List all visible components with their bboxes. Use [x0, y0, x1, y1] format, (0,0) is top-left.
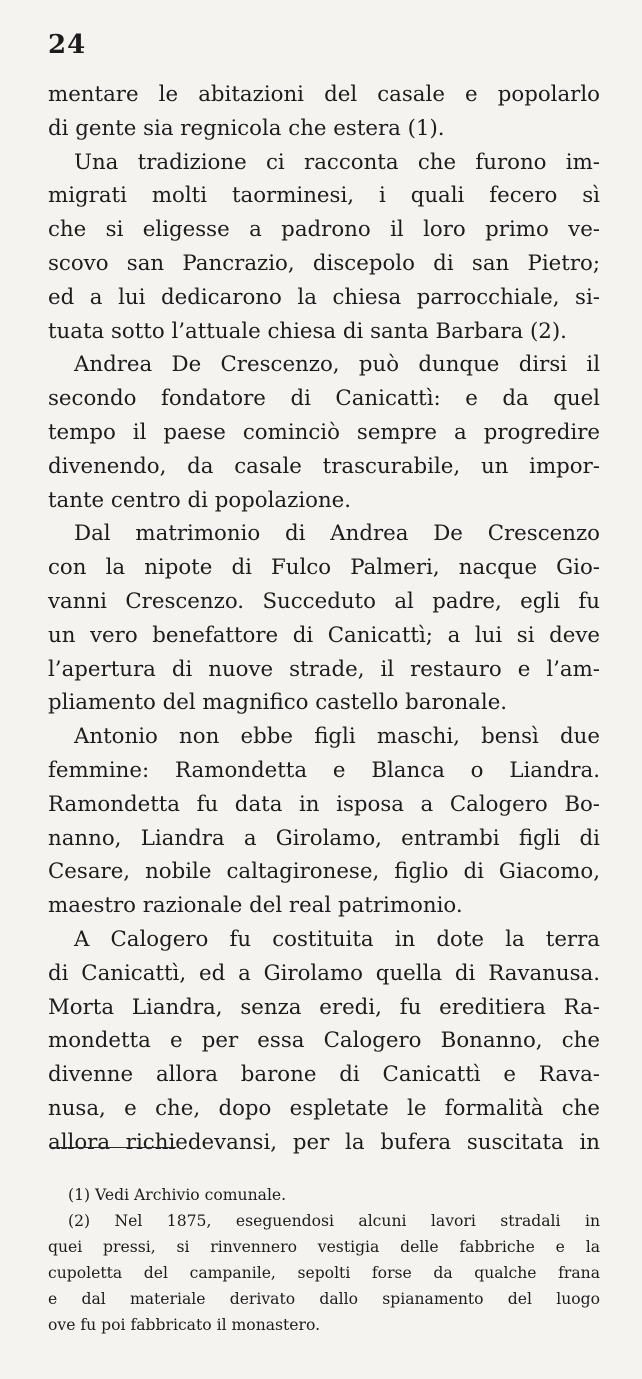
- text-line: con la nipote di Fulco Palmeri, nacque Gio-: [48, 555, 600, 581]
- footnote-line: e dal materiale derivato dallo spianamento del luogo: [48, 1290, 600, 1308]
- text-line: allora richiedevansi, per la bufera suscitata in: [48, 1129, 600, 1155]
- text-line: migrati molti taorminesi, i quali fecero sì: [48, 183, 600, 209]
- text-line: di Canicattì, ed a Girolamo quella di Ravanusa.: [48, 960, 600, 986]
- paragraph: [48, 517, 600, 720]
- text-line: Andrea De Crescenzo, può dunque dirsi il: [74, 352, 600, 378]
- text-line: Morta Liandra, senza eredi, fu ereditiera Ra-: [48, 994, 600, 1020]
- text-line: femmine: Ramondetta e Blanca o Liandra.: [48, 757, 600, 783]
- footnotes: [48, 1182, 600, 1338]
- text-line: pliamento del magnifico castello baronale.: [48, 690, 508, 716]
- text-line: Dal matrimonio di Andrea De Crescenzo: [74, 521, 600, 547]
- text-line: divenendo, da casale trascurabile, un impor-: [48, 453, 600, 479]
- footnote-line: cupoletta del campanile, sepolti forse da qualche frana: [48, 1264, 600, 1282]
- text-line: che si eligesse a padrono il loro primo ve-: [48, 217, 600, 243]
- text-line: un vero benefattore di Canicattì; a lui si deve: [48, 622, 600, 648]
- text-line: ed a lui dedicarono la chiesa parrocchiale, si-: [48, 284, 600, 310]
- page-number: 24: [48, 30, 87, 60]
- text-line: tempo il paese cominciò sempre a progredire: [48, 419, 600, 445]
- paragraph: [48, 146, 600, 349]
- text-line: maestro razionale del real patrimonio.: [48, 893, 463, 919]
- footnote-line: (1) Vedi Archivio comunale.: [68, 1186, 287, 1204]
- text-line: di gente sia regnicola che estera (1).: [48, 115, 445, 141]
- text-line: divenne allora barone di Canicattì e Rava-: [48, 1062, 600, 1088]
- paragraph: [48, 348, 600, 517]
- paragraph: [48, 720, 600, 923]
- text-line: vanni Crescenzo. Succeduto al padre, egli fu: [48, 588, 600, 614]
- footnote-line: (2) Nel 1875, eseguendosi alcuni lavori stradali in: [68, 1212, 600, 1230]
- text-line: tuata sotto l’attuale chiesa di santa Barbara (2).: [48, 318, 567, 344]
- body-text: [48, 78, 600, 1160]
- paragraph: [48, 78, 600, 146]
- footnote-line: quei pressi, si rinvennero vestigia delle fabbriche e la: [48, 1238, 600, 1256]
- text-line: l’apertura di nuove strade, il restauro e l’am-: [48, 656, 600, 682]
- text-line: Una tradizione ci racconta che furono im-: [74, 149, 600, 175]
- text-line: mondetta e per essa Calogero Bonanno, che: [48, 1028, 600, 1054]
- text-line: nanno, Liandra a Girolamo, entrambi figli di: [48, 825, 600, 851]
- text-line: secondo fondatore di Canicattì: e da quel: [48, 386, 600, 412]
- footnote: [48, 1182, 600, 1208]
- text-line: A Calogero fu costituita in dote la terra: [74, 926, 600, 952]
- footnote-line: ove fu poi fabbricato il monastero.: [48, 1316, 321, 1334]
- footnote: [48, 1208, 600, 1338]
- text-line: nusa, e che, dopo espletate le formalità che: [48, 1095, 600, 1121]
- paragraph: [48, 923, 600, 1160]
- text-line: Antonio non ebbe figli maschi, bensì due: [74, 724, 600, 750]
- text-line: Cesare, nobile caltagironese, figlio di Giacomo,: [48, 859, 600, 885]
- text-line: Ramondetta fu data in isposa a Calogero Bo-: [48, 791, 600, 817]
- footnote-divider: [50, 1147, 176, 1148]
- text-line: scovo san Pancrazio, discepolo di san Pietro;: [48, 250, 600, 276]
- text-line: tante centro di popolazione.: [48, 487, 352, 513]
- text-line: mentare le abitazioni del casale e popolarlo: [48, 82, 600, 107]
